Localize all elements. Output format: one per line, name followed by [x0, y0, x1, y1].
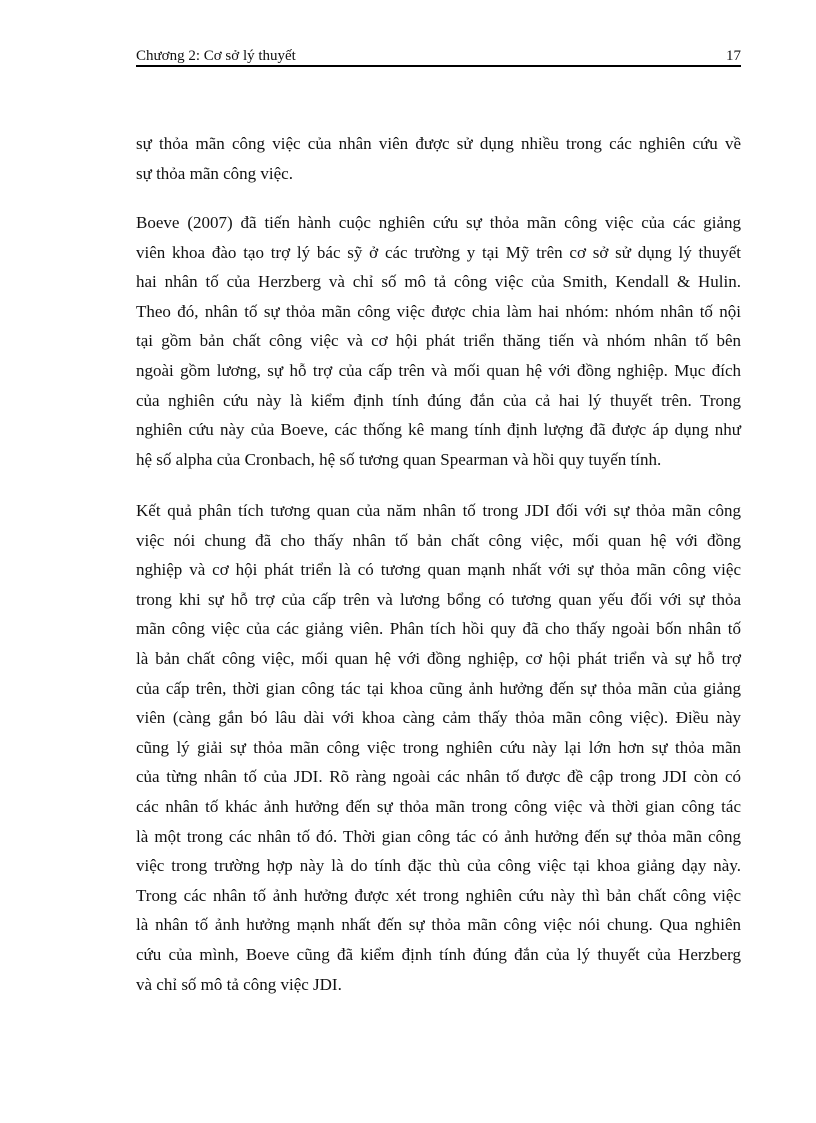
text-line: mãn công việc của các giảng viên. Phân tích hồi quy đã cho thấy ngoài bốn nhân tố	[136, 619, 741, 639]
text-line: nghiệp và cơ hội phát triển là có tương quan mạnh nhất với sự thỏa mãn công việc	[136, 560, 741, 580]
text-line: nghiên cứu này của Boeve, các thống kê mang tính định lượng đã được áp dụng như	[136, 420, 741, 440]
text-line: sự thỏa mãn công việc.	[136, 163, 293, 183]
text-line: hệ số alpha của Cronbach, hệ số tương quan Spearman và hồi quy tuyến tính.	[136, 449, 662, 469]
text-line: ngoài gồm lương, sự hỗ trợ của cấp trên và mối quan hệ với đồng nghiệp. Mục đích	[136, 360, 741, 380]
text-line: các nhân tố khác ảnh hưởng đến sự thỏa mãn trong công việc và thời gian công tác	[136, 796, 741, 816]
paragraph	[136, 496, 741, 999]
text-line: viên khoa đào tạo trợ lý bác sỹ ở các trường y tại Mỹ trên cơ sở sử dụng lý thuyết	[136, 242, 741, 262]
text-line: là bản chất công việc, mối quan hệ với đồng nghiệp, cơ hội phát triển và sự hỗ trợ	[136, 648, 741, 668]
text-line: là nhân tố ảnh hưởng mạnh nhất đến sự thỏa mãn công việc nói chung. Qua nghiên	[136, 915, 741, 935]
page-number: 17	[726, 48, 741, 64]
text-line: Trong các nhân tố ảnh hưởng được xét trong nghiên cứu này thì bản chất công việc	[136, 885, 741, 905]
text-line: trong khi sự hỗ trợ của cấp trên và lương bổng có tương quan yếu đối với sự thỏa	[136, 589, 741, 609]
text-line: và chỉ số mô tả công việc JDI.	[136, 974, 342, 994]
page-header	[136, 46, 741, 67]
paragraph	[136, 208, 741, 474]
text-line: việc nói chung đã cho thấy nhân tố bản chất công việc, mối quan hệ với đồng	[136, 530, 741, 550]
text-line: Theo đó, nhân tố sự thỏa mãn công việc được chia làm hai nhóm: nhóm nhân tố nội	[136, 301, 741, 321]
text-line: của từng nhân tố của JDI. Rõ ràng ngoài các nhân tố được đề cập trong JDI còn có	[136, 767, 741, 787]
text-line: cứu của mình, Boeve cũng đã kiểm định tính đúng đắn của lý thuyết của Herzberg	[136, 944, 741, 964]
text-line: Kết quả phân tích tương quan của năm nhân tố trong JDI đối với sự thỏa mãn công	[136, 501, 741, 520]
text-line: sự thỏa mãn công việc của nhân viên được sử dụng nhiều trong các nghiên cứu về	[136, 134, 741, 153]
chapter-title: Chương 2: Cơ sở lý thuyết	[136, 48, 296, 64]
text-line: tại gồm bản chất công việc và cơ hội phát triển thăng tiến và nhóm nhân tố bên	[136, 331, 741, 351]
text-line: viên (càng gắn bó lâu dài với khoa càng cảm thấy thỏa mãn công việc). Điều này	[136, 708, 741, 728]
text-line: cũng lý giải sự thỏa mãn công việc trong nghiên cứu này lại lớn hơn sự thỏa mãn	[136, 737, 741, 757]
text-line: là một trong các nhân tố đó. Thời gian công tác có ảnh hưởng đến sự thỏa mãn công	[136, 826, 741, 846]
text-line: việc trong trường hợp này là do tính đặc thù của công việc tại khoa giảng dạy này.	[136, 856, 741, 876]
text-line: Boeve (2007) đã tiến hành cuộc nghiên cứu sự thỏa mãn công việc của các giảng	[136, 213, 741, 232]
text-line: hai nhân tố của Herzberg và chỉ số mô tả công việc của Smith, Kendall & Hulin.	[136, 272, 741, 292]
text-line: của cấp trên, thời gian công tác tại khoa cũng ảnh hưởng đến sự thỏa mãn của giảng	[136, 678, 741, 698]
text-line: của nghiên cứu này là kiểm định tính đúng đắn của cả hai lý thuyết trên. Trong	[136, 390, 741, 410]
paragraph	[136, 129, 741, 188]
